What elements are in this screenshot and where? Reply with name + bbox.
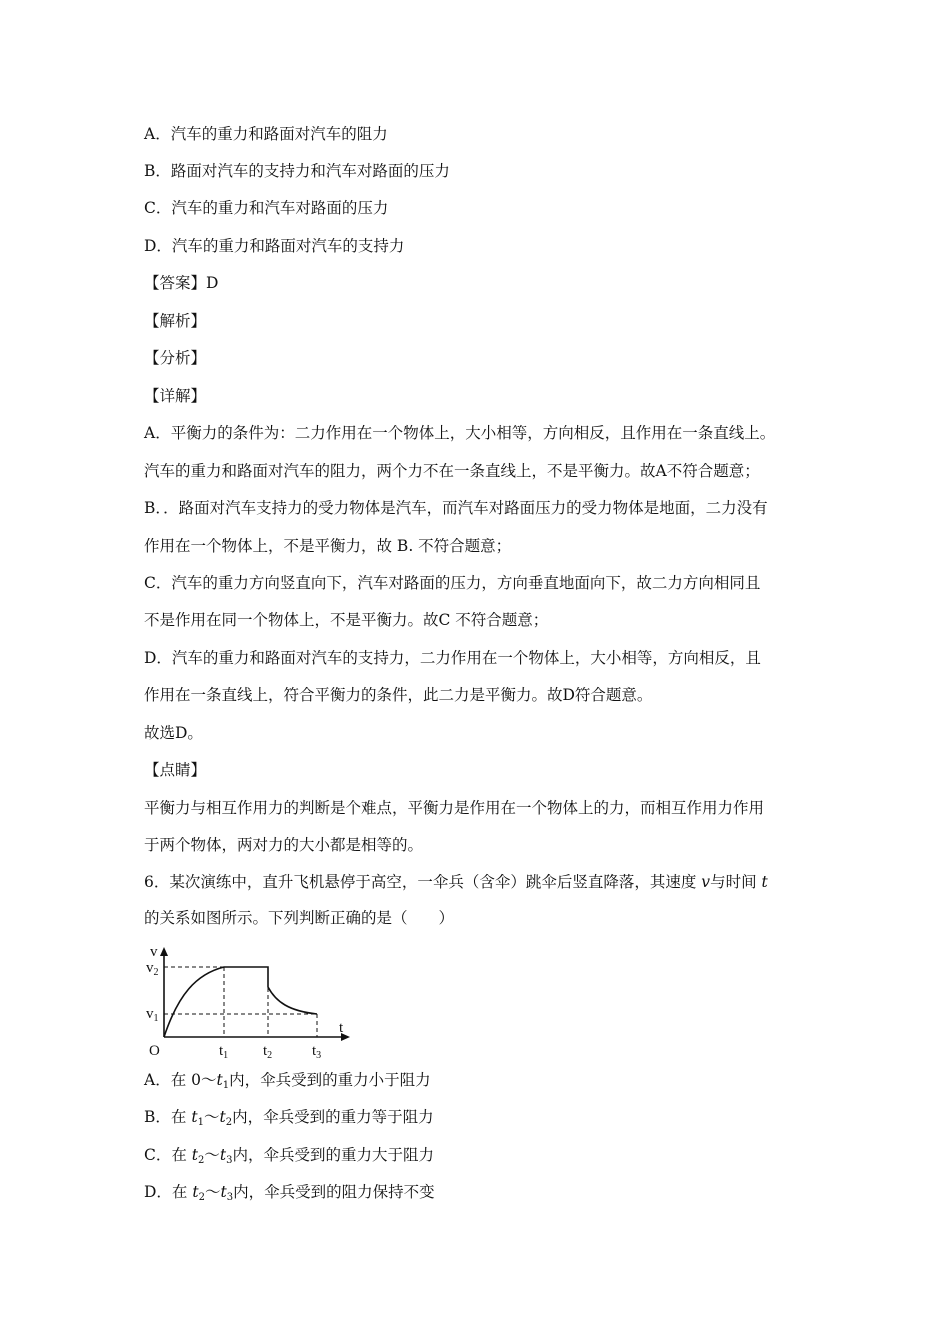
q6-option-b-mid: ～ <box>203 1108 220 1126</box>
explain-a-line1: A．平衡力的条件为：二力作用在一个物体上，大小相等，方向相反，且作用在一条直线上。 <box>144 424 776 442</box>
label-origin: O <box>149 1043 160 1059</box>
guide-lines <box>164 967 317 1037</box>
explain-c-line2: 不是作用在同一个物体上，不是平衡力。故C 不符合题意； <box>144 611 549 629</box>
q6-option-b-var1: t <box>191 1108 198 1126</box>
dianjing-line1: 平衡力与相互作用力的判断是个难点，平衡力是作用在一个物体上的力，而相互作用力作用 <box>144 799 765 817</box>
q6-option-d-post: 内，伞兵受到的阻力保持不变 <box>233 1183 435 1201</box>
label-t1: $t_1$ <box>219 1043 229 1061</box>
q6-option-d <box>144 1182 435 1202</box>
q6-stem-line1 <box>144 872 768 892</box>
explain-a-line2: 汽车的重力和路面对汽车的阻力，两个力不在一条直线上，不是平衡力。故A不符合题意； <box>144 462 760 480</box>
q6-option-c <box>144 1145 434 1165</box>
q6-option-a-pre: A．在 0～ <box>144 1071 217 1089</box>
q6-option-b-pre: B．在 <box>144 1108 192 1126</box>
dianjing-heading: 【点睛】 <box>144 761 207 779</box>
y-axis-arrow <box>160 947 168 956</box>
q6-option-a-var: t <box>216 1071 223 1089</box>
q6-option-c-post: 内，伞兵受到的重力大于阻力 <box>232 1146 435 1164</box>
q6-option-c-var2: t <box>219 1146 227 1164</box>
q6-option-c-mid: ～ <box>204 1146 220 1164</box>
label-t2: $t_2$ <box>263 1043 273 1061</box>
q6-option-d-var1: t <box>192 1183 199 1201</box>
q6-stem-pre: 6．某次演练中，直升飞机悬停于高空，一伞兵（含伞）跳伞后竖直降落，其速度 <box>144 873 702 891</box>
q6-option-b-sub2: 2 <box>225 1117 233 1128</box>
q6-option-c-sub2: 3 <box>226 1155 233 1166</box>
q5-option-c: C．汽车的重力和汽车对路面的压力 <box>144 199 389 217</box>
q5-option-b: B．路面对汽车的支持力和汽车对路面的压力 <box>144 162 450 180</box>
label-v1: $v_1$ <box>146 1006 159 1024</box>
q5-option-a: A．汽车的重力和路面对汽车的阻力 <box>144 125 388 143</box>
q6-option-b-sub1: 1 <box>197 1117 204 1128</box>
q6-stem-line2: 的关系如图所示。下列判断正确的是（ ） <box>144 909 455 927</box>
q6-option-a-sub: 1 <box>222 1080 230 1091</box>
explain-choice: 故选D。 <box>144 724 203 742</box>
velocity-curve <box>164 967 317 1037</box>
dianjing-line2: 于两个物体，两对力的大小都是相等的。 <box>144 836 424 854</box>
explain-d-line2: 作用在一条直线上，符合平衡力的条件，此二力是平衡力。故D符合题意。 <box>144 686 653 704</box>
explain-c-line1: C．汽车的重力方向竖直向下，汽车对路面的压力，方向垂直地面向下，故二力方向相同且 <box>144 574 761 592</box>
q6-var-t: t <box>761 873 768 891</box>
q6-stem-mid: 与时间 <box>710 873 762 891</box>
label-v: v <box>150 944 158 960</box>
q6-option-d-sub2: 3 <box>226 1192 234 1203</box>
vt-graph <box>144 940 354 1062</box>
q6-option-d-mid: ～ <box>204 1183 221 1201</box>
q6-option-a <box>144 1070 431 1090</box>
explain-d-line1: D．汽车的重力和路面对汽车的支持力，二力作用在一个物体上，大小相等，方向相反，且 <box>144 649 761 667</box>
q6-option-c-pre: C．在 <box>144 1146 192 1164</box>
label-t3: $t_3$ <box>312 1043 322 1061</box>
q6-option-c-var1: t <box>191 1146 199 1164</box>
explain-b-line1: B．．路面对汽车支持力的受力物体是汽车，而汽车对路面压力的受力物体是地面，二力没有 <box>144 499 768 517</box>
q5-option-d: D．汽车的重力和路面对汽车的支持力 <box>144 237 405 255</box>
q6-var-v: v <box>701 873 711 891</box>
q6-option-b <box>144 1107 434 1127</box>
label-v2: $v_2$ <box>146 960 159 978</box>
q6-option-b-var2: t <box>219 1108 226 1126</box>
answer-label: 【答案】D <box>144 274 219 292</box>
label-t-axis: t <box>339 1020 344 1036</box>
q6-option-c-sub1: 2 <box>198 1155 205 1166</box>
xiangjie-heading: 【详解】 <box>144 387 207 405</box>
fenxi-heading: 【分析】 <box>144 349 207 367</box>
q6-option-a-post: 内，伞兵受到的重力小于阻力 <box>229 1071 431 1089</box>
q6-option-d-sub1: 2 <box>198 1192 205 1203</box>
q6-option-d-var2: t <box>220 1183 227 1201</box>
explain-b-line2: 作用在一个物体上，不是平衡力，故 B. 不符合题意； <box>144 537 512 555</box>
jiexi-heading: 【解析】 <box>144 312 207 330</box>
q6-option-d-pre: D．在 <box>144 1183 193 1201</box>
q6-option-b-post: 内，伞兵受到的重力等于阻力 <box>232 1108 434 1126</box>
